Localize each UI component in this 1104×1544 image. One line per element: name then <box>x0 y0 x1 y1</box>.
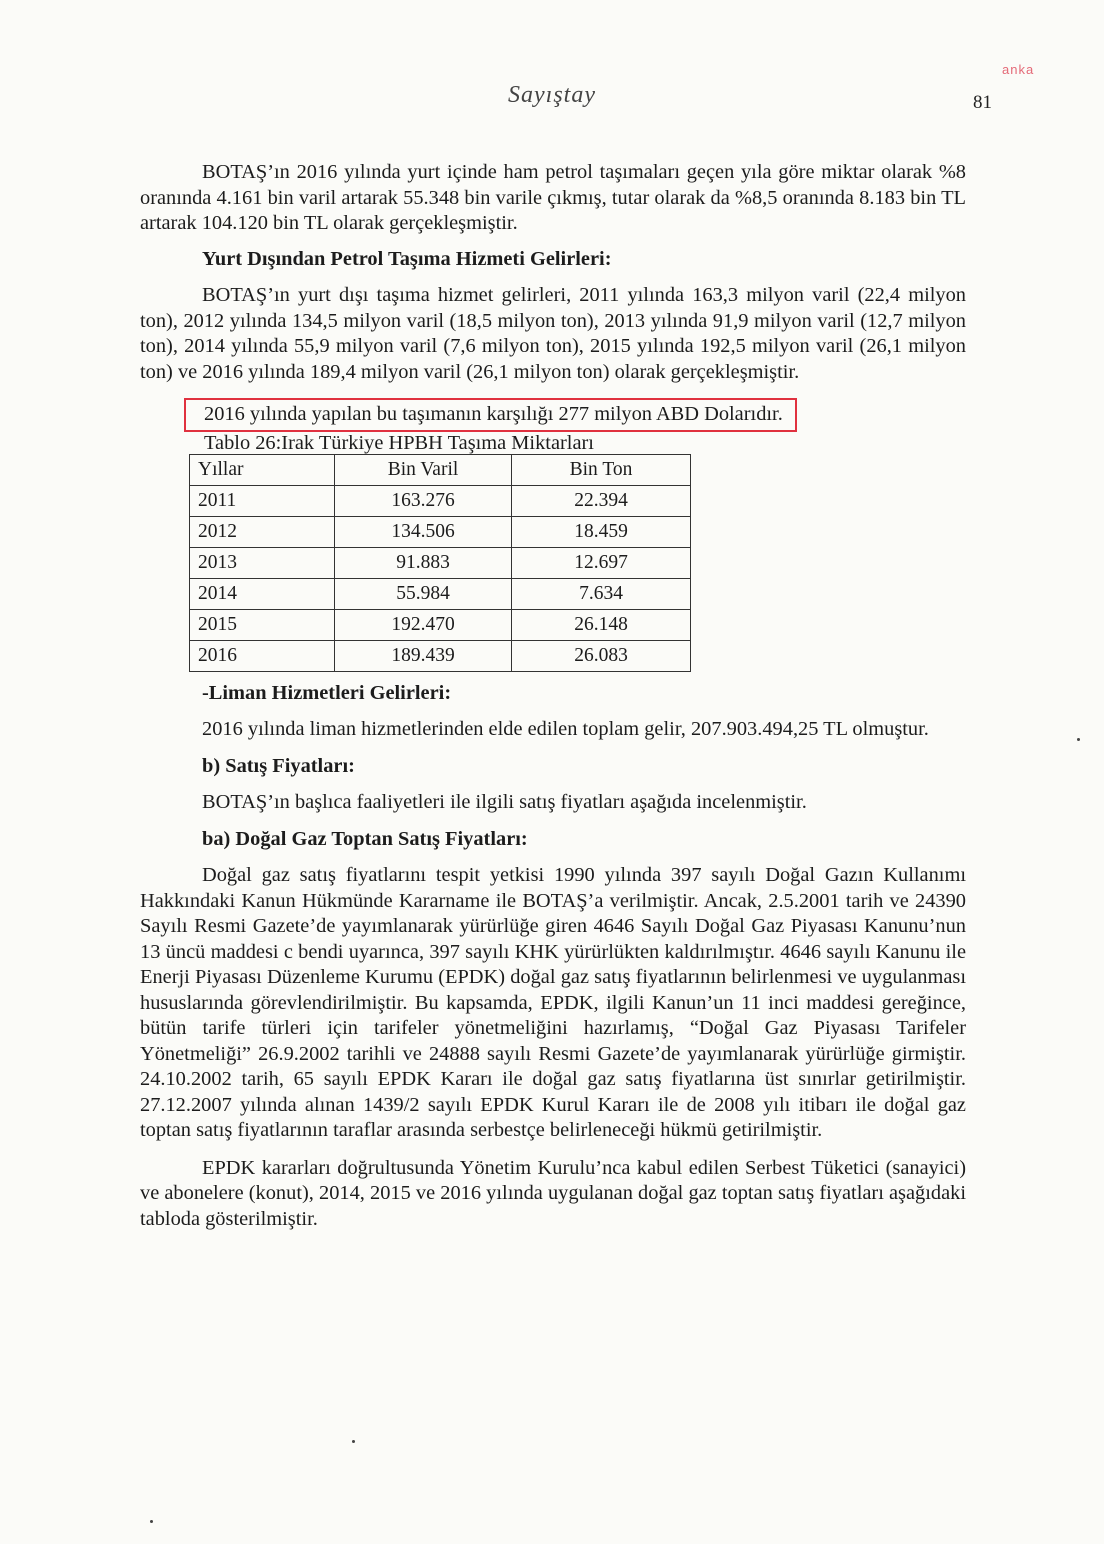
table-cell: 55.984 <box>335 578 512 609</box>
paragraph-natural-gas-regulation: Doğal gaz satış fiyatlarını tespit yetkisi 1990 yılında 397 sayılı Doğal Gazın Kullanımı Hakkındaki Kanun Hükmünde Kararname ile BOTAŞ’a verilmiştir. Ancak, 2.5.2001 tarih ve 24390 Sayılı Resmi Gazete’de yayımlanarak yürürlüğe giren 4646 Sayılı Doğal Gaz Piyasası Kanunu’nun 13 üncü maddesi c bendi uyarınca, 397 sayılı KHK yürürlükten kaldırılmıştır. 4646 sayılı Kanunu ile Enerji Piyasası Düzenleme Kurumu (EPDK) doğal gaz satış fiyatlarının belirlenmesi ve uygulanması hususlarında görevlendirilmiştir. Bu kapsamda, EPDK, ilgili Kanun’un 11 inci maddesi gereğince, bütün tarife türleri için tarifeler yönetmeliğini hazırlamış, “Doğal Gaz Piyasası Tarifeler Yönetmeliği” 26.9.2002 tarihli ve 24888 sayılı Resmi Gazete’de yayımlanarak yürürlüğe girmiştir. 24.10.2002 tarih, 65 sayılı EPDK Kararı ile doğal gaz satış fiyatlarına üst sınırlar getirilmiştir. 27.12.2007 yılında alınan 1439/2 sayılı EPDK Kurul Kararı ile de 2008 yılı itibarı ile doğal gaz toptan satış fiyatlarının taraflar arasında serbestçe belirleneceği hükmü getirilmiştir. <box>140 864 966 1141</box>
table-cell: 189.439 <box>335 640 512 671</box>
heading-natural-gas-wholesale: ba) Doğal Gaz Toptan Satış Fiyatları: <box>202 827 528 850</box>
table-row <box>190 547 691 578</box>
column-header: Bin Varil <box>335 454 512 485</box>
table-cell: 163.276 <box>335 485 512 516</box>
page-number: 81 <box>973 92 992 113</box>
table-cell: 22.394 <box>512 485 691 516</box>
transport-table <box>189 454 691 672</box>
table-cell: 26.148 <box>512 609 691 640</box>
table-row <box>190 485 691 516</box>
document-body <box>140 160 966 1232</box>
table-cell: 18.459 <box>512 516 691 547</box>
table-caption: Tablo 26:Irak Türkiye HPBH Taşıma Miktarları <box>204 431 594 454</box>
header-title: Sayıştay <box>508 82 596 108</box>
table-row <box>190 578 691 609</box>
column-header: Bin Ton <box>512 454 691 485</box>
table-cell: 2014 <box>190 578 335 609</box>
table-cell: 2011 <box>190 485 335 516</box>
table-row <box>190 609 691 640</box>
paragraph-port-services: 2016 yılında liman hizmetlerinden elde edilen toplam gelir, 207.903.494,25 TL olmuştur. <box>202 718 929 740</box>
column-header: Yıllar <box>190 454 335 485</box>
table-header-row <box>190 454 691 485</box>
table-cell: 7.634 <box>512 578 691 609</box>
paragraph-foreign-transport: BOTAŞ’ın yurt dışı taşıma hizmet gelirleri, 2011 yılında 163,3 milyon varil (22,4 milyon ton), 2012 yılında 134,5 milyon varil (18,5 milyon ton), 2013 yılında 91,9 milyon varil (12,7 milyon ton), 2014 yılında 55,9 milyon varil (7,6 milyon ton), 2015 yılında 192,5 milyon varil (26,1 milyon ton) ve 2016 yılında 189,4 milyon varil (26,1 milyon ton) olarak gerçekleşmiştir. <box>140 284 966 383</box>
watermark: anka <box>1002 62 1035 77</box>
highlighted-sentence: 2016 yılında yapılan bu taşımanın karşılığı 277 milyon ABD Dolarıdır. <box>184 398 797 432</box>
heading-foreign-transport-revenue: Yurt Dışından Petrol Taşıma Hizmeti Gelirleri: <box>202 247 612 270</box>
scan-speck <box>150 1520 153 1523</box>
table-cell: 2013 <box>190 547 335 578</box>
table-cell: 2016 <box>190 640 335 671</box>
paragraph-domestic-transport: BOTAŞ’ın 2016 yılında yurt içinde ham petrol taşımaları geçen yıla göre miktar olarak %8 oranında 4.161 bin varil artarak 55.348 bin varile çıkmış, tutar olarak da %8,5 oranında 8.183 bin TL artarak 104.120 bin TL olarak gerçekleşmiştir. <box>140 161 966 234</box>
scan-speck <box>1077 738 1080 741</box>
table-cell: 12.697 <box>512 547 691 578</box>
table-cell: 2015 <box>190 609 335 640</box>
table-cell: 91.883 <box>335 547 512 578</box>
table-row <box>190 640 691 671</box>
paragraph-sales-prices: BOTAŞ’ın başlıca faaliyetleri ile ilgili satış fiyatları aşağıda incelenmiştir. <box>202 791 807 813</box>
heading-sales-prices: b) Satış Fiyatları: <box>202 754 355 777</box>
paragraph-epdk-decisions: EPDK kararları doğrultusunda Yönetim Kurulu’nca kabul edilen Serbest Tüketici (sanayici) ve abonelere (konut), 2014, 2015 ve 2016 yılında uygulanan doğal gaz toptan satış fiyatları aşağıdaki tabloda gösterilmiştir. <box>140 1156 966 1230</box>
table-cell: 192.470 <box>335 609 512 640</box>
table-cell: 2012 <box>190 516 335 547</box>
heading-port-services: -Liman Hizmetleri Gelirleri: <box>202 681 452 704</box>
table-cell: 134.506 <box>335 516 512 547</box>
table-row <box>190 516 691 547</box>
scan-speck <box>352 1440 355 1443</box>
table-cell: 26.083 <box>512 640 691 671</box>
